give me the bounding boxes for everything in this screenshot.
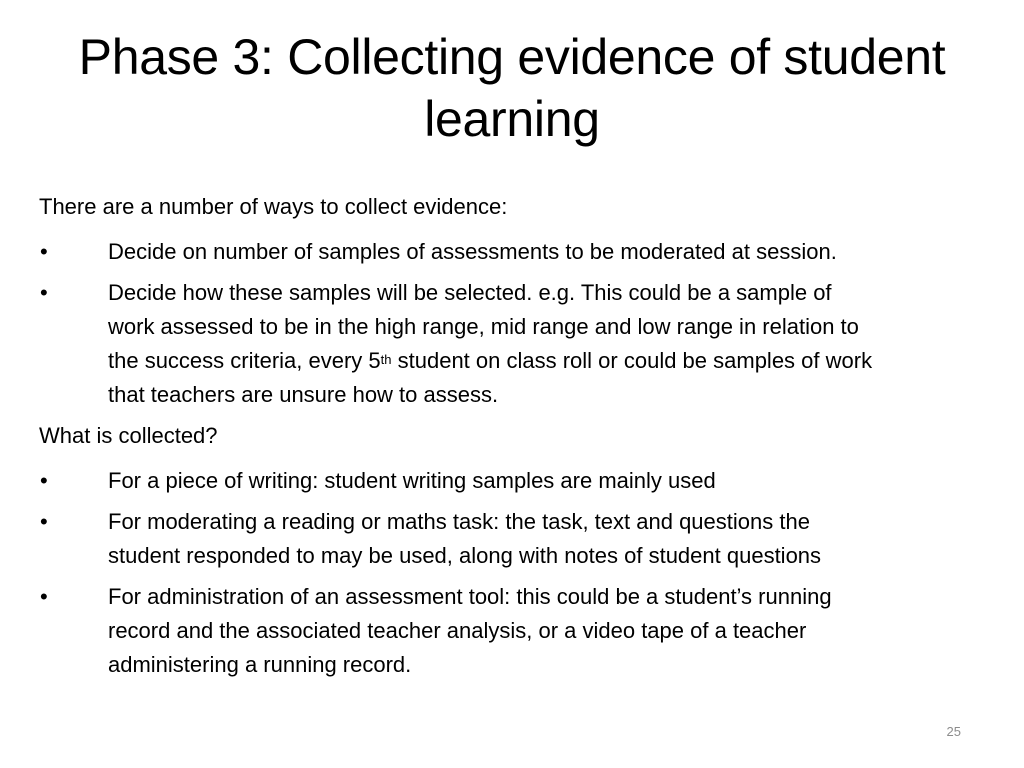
bullet-item bbox=[39, 464, 1019, 498]
bullet-item bbox=[39, 505, 1019, 573]
question-text: What is collected? bbox=[39, 423, 218, 448]
bullet-mark: • bbox=[40, 239, 48, 264]
bullet-item bbox=[39, 276, 1019, 412]
bullet-item bbox=[39, 580, 1019, 682]
slide-number: 25 bbox=[946, 724, 961, 739]
bullet-text-part: Decide how these samples will be selected. e.g. This could be a sample of work assessed to be in the high range, mid range and low range in relation to the success criteria, every 5 bbox=[108, 280, 859, 373]
bullet-text: For a piece of writing: student writing samples are mainly used bbox=[108, 468, 716, 493]
ordinal-superscript: th bbox=[380, 352, 392, 367]
bullet-text: Decide on number of samples of assessments to be moderated at session. bbox=[108, 239, 837, 264]
bullet-mark: • bbox=[40, 509, 48, 534]
slide-body bbox=[39, 190, 1019, 689]
bullet-text: For administration of an assessment tool: this could be a student’s running record and the associated teacher analysis, or a video tape of a teacher administering a running record. bbox=[108, 584, 832, 677]
bullet-text-part: student on class roll or could be samples of work that teachers are unsure how to assess. bbox=[108, 348, 873, 407]
bullet-text bbox=[108, 276, 1019, 412]
slide-title: Phase 3: Collecting evidence of student learning bbox=[78, 29, 946, 147]
bullet-mark: • bbox=[40, 280, 48, 305]
bullet-mark: • bbox=[40, 584, 48, 609]
bullet-item bbox=[39, 235, 1019, 269]
intro-text: There are a number of ways to collect evidence: bbox=[39, 194, 508, 219]
bullet-mark: • bbox=[40, 468, 48, 493]
bullet-text: For moderating a reading or maths task: the task, text and questions the student responded to may be used, along with notes of student questions bbox=[108, 509, 822, 568]
